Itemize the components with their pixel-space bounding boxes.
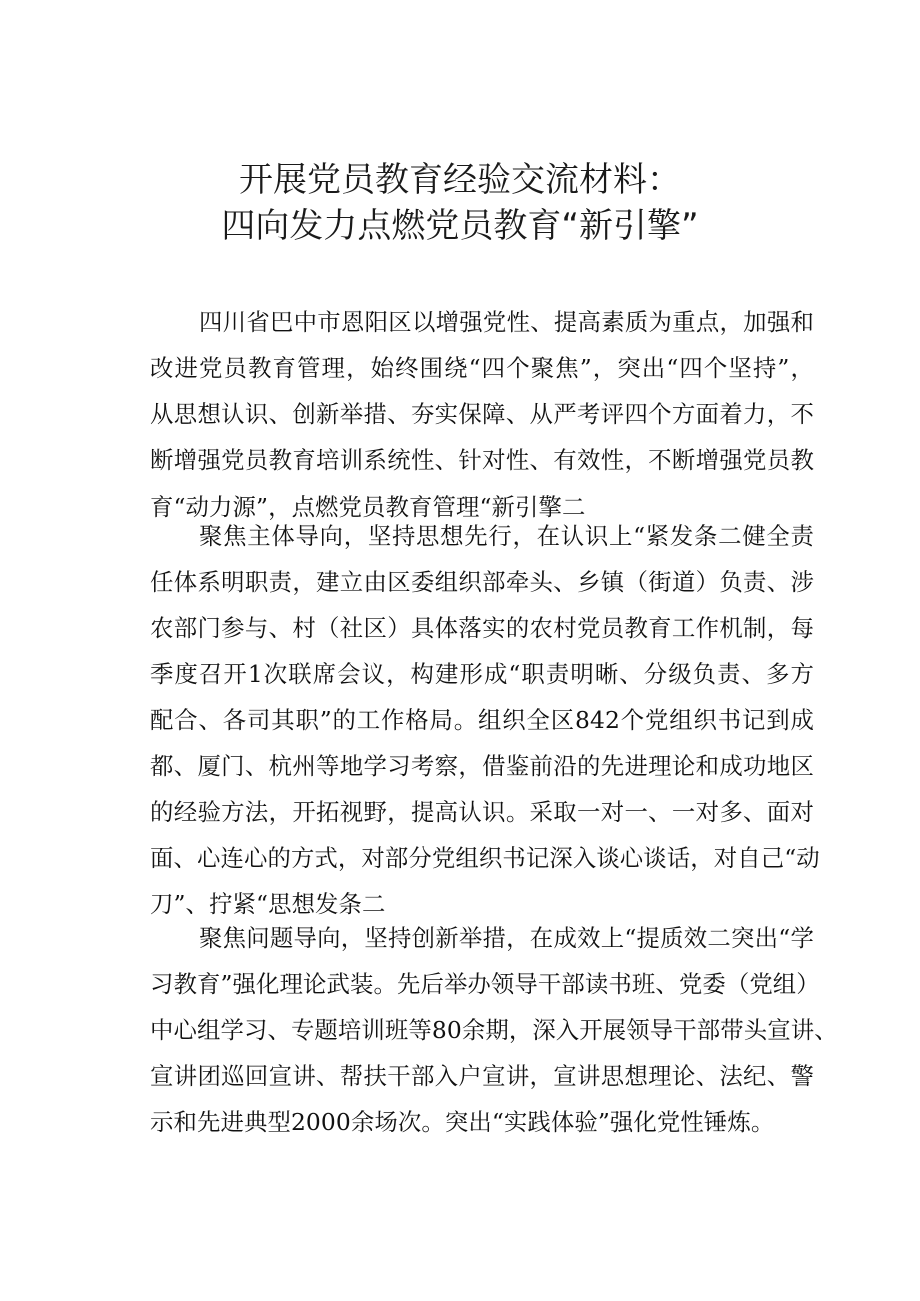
paragraph-2-line-9: 刀”、拧紧“思想发条二 [150,890,386,918]
paragraph-1-line-2: 改进党员教育管理，始终围绕“四个聚焦”，突出“四个坚持”， [150,354,814,382]
paragraph-2-line-3: 农部门参与、村（社区）具体落实的农村党员教育工作机制，每 [150,614,814,642]
paragraph-3-line-3: 中心组学习、专题培训班等80余期，深入开展领导干部带头宣讲、 [150,1016,838,1044]
paragraph-1-line-3: 从思想认识、创新举措、夯实保障、从严考评四个方面着力，不 [150,400,814,428]
document-title-line-2: 四向发力点燃党员教育“新引擎” [221,206,699,246]
paragraph-2-line-5: 配合、各司其职”的工作格局。组织全区842个党组织书记到成 [150,706,814,734]
paragraph-1-line-1: 四川省巴中市恩阳区以增强党性、提高素质为重点，加强和 [199,308,814,336]
paragraph-2-line-1: 聚焦主体导向，坚持思想先行，在认识上“紧发条二健全责 [199,522,814,550]
paragraph-3-line-5: 示和先进典型2000余场次。突出“实践体验”强化党性锤炼。 [150,1108,775,1136]
paragraph-3-line-1: 聚焦问题导向，坚持创新举措，在成效上“提质效二突出“学 [199,924,814,952]
paragraph-2-line-8: 面、心连心的方式，对部分党组织书记深入谈心谈话，对自己“动 [150,844,820,872]
paragraph-2-line-4: 季度召开1次联席会议，构建形成“职责明晰、分级负责、多方 [150,660,814,688]
paragraph-2-line-2: 任体系明职责，建立由区委组织部牵头、乡镇（街道）负责、涉 [150,568,814,596]
paragraph-3-line-2: 习教育”强化理论武装。先后举办领导干部读书班、党委（党组） [150,970,820,998]
paragraph-2-line-7: 的经验方法，开拓视野，提高认识。采取一对一、一对多、面对 [150,798,814,826]
paragraph-2-line-6: 都、厦门、杭州等地学习考察，借鉴前沿的先进理论和成功地区 [150,752,814,780]
document-title-line-1: 开展党员教育经验交流材料： [239,160,681,200]
paragraph-3-line-4: 宣讲团巡回宣讲、帮扶干部入户宣讲，宣讲思想理论、法纪、警 [150,1062,814,1090]
paragraph-1-line-4: 断增强党员教育培训系统性、针对性、有效性，不断增强党员教 [150,446,814,474]
paragraph-1-line-5: 育“动力源”，点燃党员教育管理“新引擎二 [150,493,586,521]
